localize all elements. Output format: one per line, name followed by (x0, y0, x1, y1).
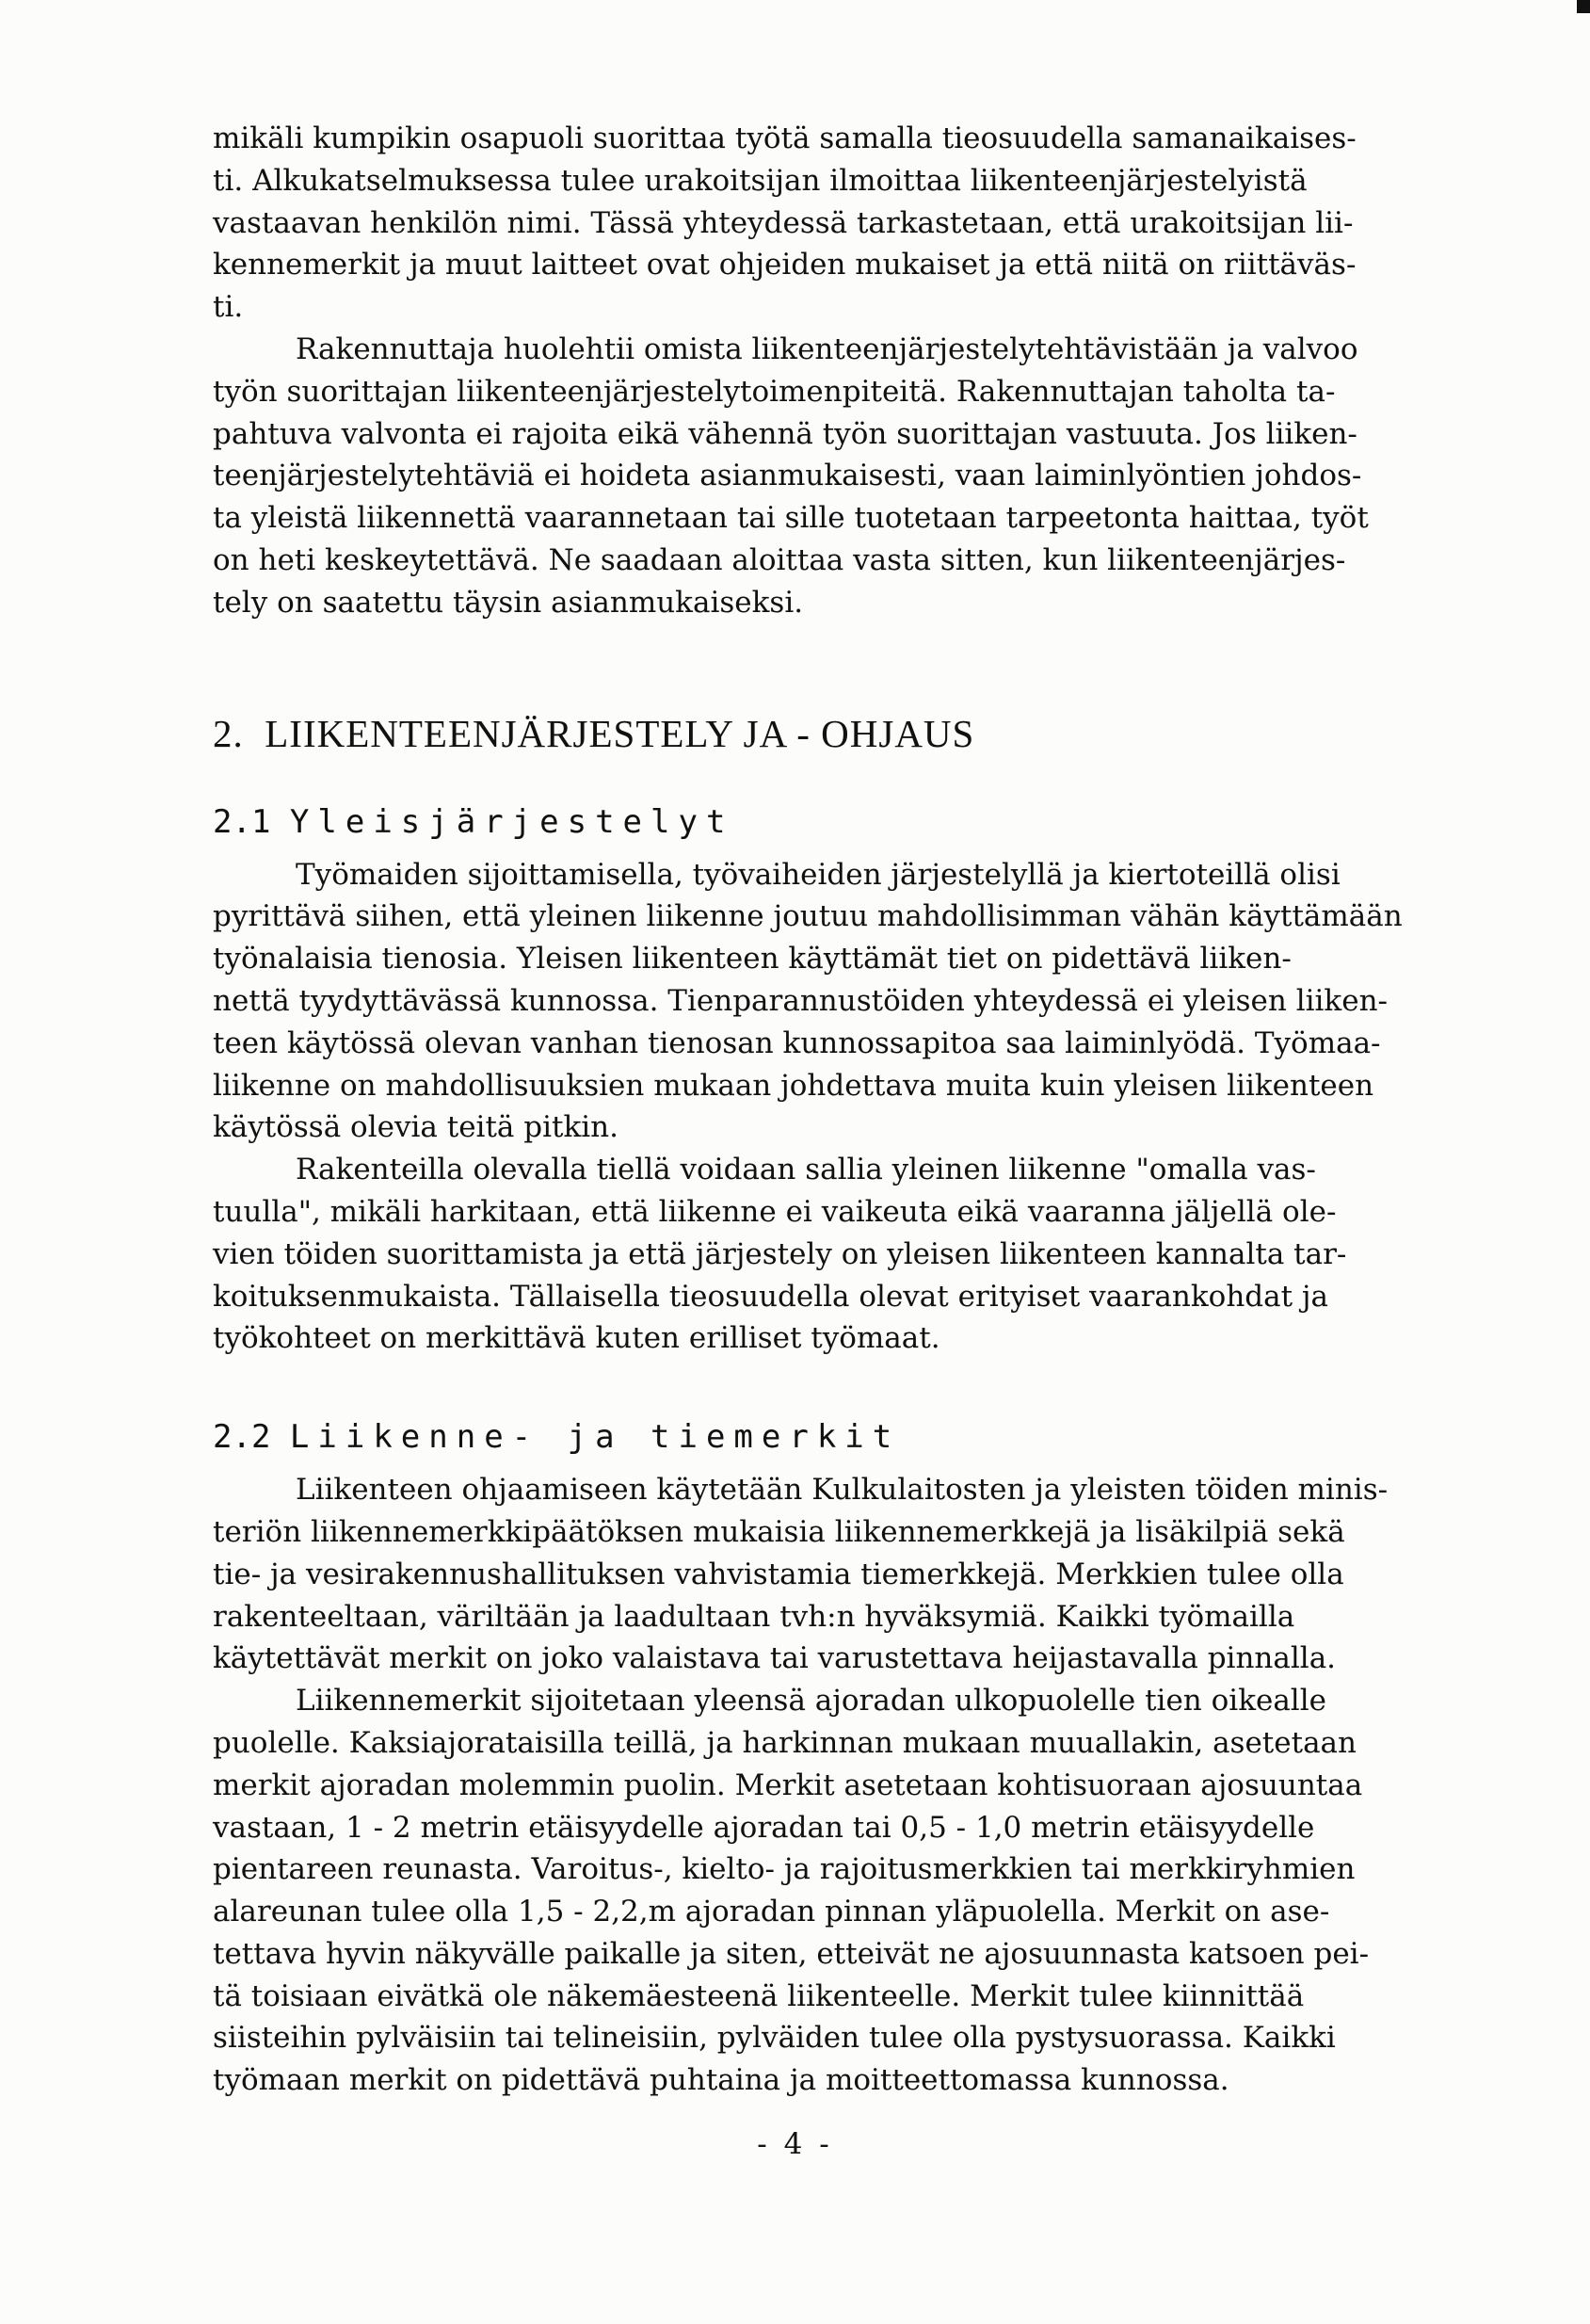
intro-paragraph (213, 118, 1493, 329)
text-line: teriön liikennemerkkipäätöksen mukaisia liikennemerkkejä ja lisäkilpiä sekä (213, 1514, 1345, 1549)
text-line: puolelle. Kaksiajorataisilla teillä, ja harkinnan mukaan muuallakin, asetetaan (213, 1725, 1357, 1760)
text-line: koituksenmukaista. Tällaisella tieosuudella olevat erityiset vaarankohdat ja (213, 1279, 1329, 1314)
text-line: työkohteet on merkittävä kuten erilliset työmaat. (213, 1321, 940, 1356)
text-line: Rakenteilla olevalla tiellä voidaan sallia yleinen liikenne "omalla vas- (296, 1153, 1316, 1187)
text-line: ti. Alkukatselmuksessa tulee urakoitsijan ilmoittaa liikenteenjärjestelyistä (213, 163, 1308, 198)
text-line: ti. (213, 290, 244, 325)
section-title: LIIKENTEENJÄRJESTELY JA - OHJAUS (265, 711, 975, 755)
subsection-title: Yleisjärjestelyt (289, 802, 734, 841)
text-line: teen käytössä olevan vanhan tienosan kunnossapitoa saa laiminlyödä. Työmaa- (213, 1025, 1381, 1060)
text-line: vastaavan henkilön nimi. Tässä yhteydessä tarkastetaan, että urakoitsijan lii- (213, 205, 1354, 240)
section-2-1-heading (213, 801, 1493, 843)
section-2-2-paragraph-2 (213, 1680, 1493, 2102)
text-line: Rakennuttaja huolehtii omista liikenteenjärjestelytehtävistään ja valvoo (296, 331, 1358, 366)
text-line: tä toisiaan eivätkä ole näkemäesteenä liikenteelle. Merkit tulee kiinnittää (213, 1978, 1305, 2013)
text-line: merkit ajoradan molemmin puolin. Merkit asetetaan kohtisuoraan ajosuuntaa (213, 1767, 1363, 1802)
text-line: käytössä olevia teitä pitkin. (213, 1110, 618, 1145)
text-line: siisteihin pylväisiin tai telineisiin, pylväiden tulee olla pystysuorassa. Kaikki (213, 2021, 1336, 2056)
text-line: tettava hyvin näkyvälle paikalle ja siten, etteivät ne ajosuunnasta katsoen pei- (213, 1936, 1370, 1971)
text-line: nettä tyydyttävässä kunnossa. Tienparannustöiden yhteydessä ei yleisen liiken- (213, 983, 1389, 1018)
text-column (213, 118, 1493, 2102)
page-number: - 4 - (757, 2127, 833, 2161)
text-line: mikäli kumpikin osapuoli suorittaa työtä samalla tieosuudella samanaikaises- (213, 121, 1357, 155)
text-line: Liikennemerkit sijoitetaan yleensä ajoradan ulkopuolelle tien oikealle (296, 1684, 1326, 1719)
text-line: ta yleistä liikennettä vaarannetaan tai sille tuotetaan tarpeetonta haittaa, työt (213, 501, 1369, 536)
text-line: tely on saatettu täysin asianmukaiseksi. (213, 585, 804, 620)
text-line: teenjärjestelytehtäviä ei hoideta asianmukaisesti, vaan laiminlyöntien johdos- (213, 459, 1362, 493)
text-line: tie- ja vesirakennushallituksen vahvistamia tiemerkkejä. Merkkien tulee olla (213, 1557, 1344, 1591)
text-line: pientareen reunasta. Varoitus-, kielto- ja rajoitusmerkkien tai merkkiryhmien (213, 1852, 1356, 1887)
text-line: käytettävät merkit on joko valaistava tai varustettava heijastavalla pinnalla. (213, 1641, 1337, 1676)
subsection-number: 2.1 (213, 802, 271, 841)
section-2-heading (213, 709, 1493, 758)
section-2-2-heading (213, 1416, 1493, 1458)
subsection-title: Liikenne- ja tiemerkit (289, 1418, 901, 1457)
supervision-paragraph (213, 329, 1493, 624)
text-line: vien töiden suorittamista ja että järjestely on yleisen liikenteen kannalta tar- (213, 1236, 1347, 1271)
text-line: työmaan merkit on pidettävä puhtaina ja moitteettomassa kunnossa. (213, 2063, 1229, 2098)
text-line: Työmaiden sijoittamisella, työvaiheiden järjestelyllä ja kiertoteillä olisi (296, 857, 1341, 892)
section-2-1-paragraph-2 (213, 1149, 1493, 1360)
text-line: tuulla", mikäli harkitaan, että liikenne ei vaikeuta eikä vaaranna jäljellä ole- (213, 1194, 1337, 1229)
text-line: liikenne on mahdollisuuksien mukaan johdettava muita kuin yleisen liikenteen (213, 1068, 1374, 1103)
text-line: pahtuva valvonta ei rajoita eikä vähennä työn suorittajan vastuuta. Jos liiken- (213, 416, 1357, 451)
text-line: rakenteeltaan, väriltään ja laadultaan tvh:n hyväksymiä. Kaikki työmailla (213, 1599, 1295, 1634)
text-line: alareunan tulee olla 1,5 - 2,2,m ajoradan pinnan yläpuolella. Merkit on ase- (213, 1895, 1330, 1929)
text-line: Liikenteen ohjaamiseen käytetään Kulkulaitosten ja yleisten töiden minis- (296, 1473, 1389, 1508)
text-line: kennemerkit ja muut laitteet ovat ohjeiden mukaiset ja että niitä on riittäväs- (213, 248, 1357, 282)
text-line: pyrittävä siihen, että yleinen liikenne joutuu mahdollisimman vähän käyttämään (213, 899, 1403, 934)
text-line: työnalaisia tienosia. Yleisen liikenteen käyttämät tiet on pidettävä liiken- (213, 942, 1292, 976)
section-number: 2. (213, 711, 244, 755)
scan-corner-mark (1577, 0, 1590, 13)
text-line: työn suorittajan liikenteenjärjestelytoimenpiteitä. Rakennuttajan taholta ta- (213, 374, 1336, 409)
section-2-2-paragraph-1 (213, 1469, 1493, 1680)
text-line: vastaan, 1 - 2 metrin etäisyydelle ajoradan tai 0,5 - 1,0 metrin etäisyydelle (213, 1810, 1315, 1845)
subsection-number: 2.2 (213, 1418, 271, 1457)
text-line: on heti keskeytettävä. Ne saadaan aloittaa vasta sitten, kun liikenteenjärjes- (213, 542, 1346, 577)
section-2-1-paragraph-1 (213, 854, 1493, 1150)
